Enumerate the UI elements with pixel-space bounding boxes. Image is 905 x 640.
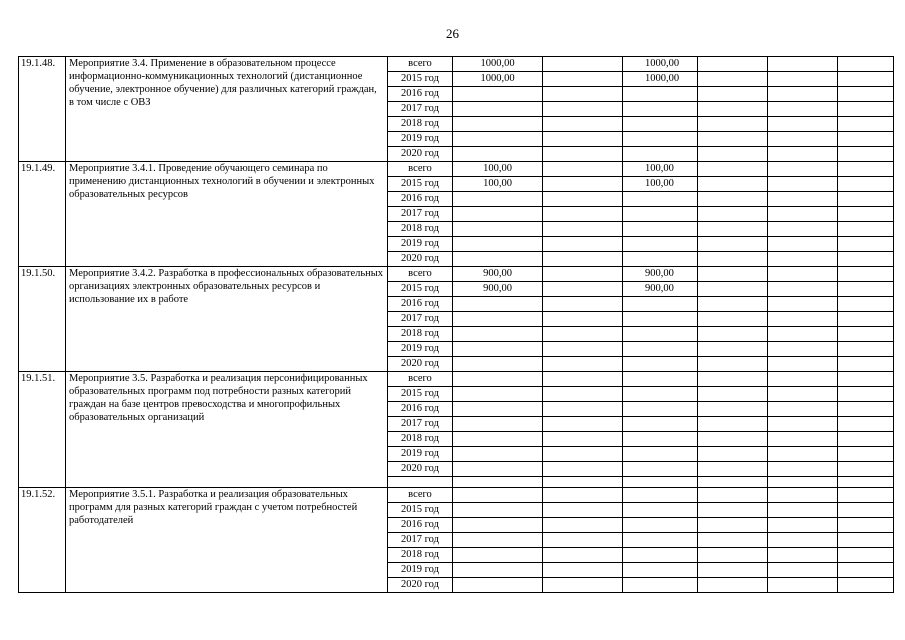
- year-cell: 2017 год: [388, 533, 453, 548]
- item-number: 19.1.51.: [19, 372, 66, 488]
- amount-cell: [543, 192, 623, 207]
- amount-cell: [543, 297, 623, 312]
- total-amount-cell: 900,00: [453, 282, 543, 297]
- total-amount-cell: [453, 417, 543, 432]
- year-cell: 2018 год: [388, 327, 453, 342]
- empty-cell: [768, 503, 838, 518]
- empty-cell: [768, 237, 838, 252]
- year-cell: 2017 год: [388, 207, 453, 222]
- empty-cell: [698, 267, 768, 282]
- empty-cell: [698, 222, 768, 237]
- year-cell: 2016 год: [388, 518, 453, 533]
- amount-cell: [543, 267, 623, 282]
- empty-cell: [698, 462, 768, 477]
- year-cell: 2015 год: [388, 282, 453, 297]
- item-description: Мероприятие 3.5. Разработка и реализация персонифицированных образовательных программ под потребности разных категорий граждан на базе центров превосходства и многопрофильных образовательных организаций: [66, 372, 388, 488]
- empty-cell: [838, 372, 894, 387]
- amount-cell: [543, 387, 623, 402]
- year-cell: 2018 год: [388, 117, 453, 132]
- empty-cell: [838, 518, 894, 533]
- empty-cell: [698, 297, 768, 312]
- total-amount-cell: 100,00: [453, 177, 543, 192]
- empty-cell: [768, 387, 838, 402]
- empty-cell: [838, 267, 894, 282]
- item-description: Мероприятие 3.5.1. Разработка и реализация образовательных программ для разных категорий граждан с учетом потребностей работодателей: [66, 488, 388, 593]
- empty-cell: [838, 533, 894, 548]
- empty-cell: [698, 477, 768, 488]
- total-amount-cell: [453, 548, 543, 563]
- budget-amount-cell: 100,00: [623, 162, 698, 177]
- year-cell: 2015 год: [388, 177, 453, 192]
- item-number: 19.1.50.: [19, 267, 66, 372]
- empty-cell: [838, 447, 894, 462]
- empty-cell: [768, 162, 838, 177]
- budget-amount-cell: 900,00: [623, 267, 698, 282]
- amount-cell: [543, 177, 623, 192]
- total-amount-cell: [453, 147, 543, 162]
- empty-cell: [838, 192, 894, 207]
- year-cell: 2020 год: [388, 357, 453, 372]
- empty-cell: [698, 342, 768, 357]
- total-amount-cell: [453, 488, 543, 503]
- empty-cell: [838, 87, 894, 102]
- amount-cell: [543, 417, 623, 432]
- budget-amount-cell: [623, 117, 698, 132]
- empty-cell: [768, 207, 838, 222]
- item-description: Мероприятие 3.4.1. Проведение обучающего семинара по применению дистанционных технологий в обучении и электронных образовательных ресурсов: [66, 162, 388, 267]
- empty-cell: [698, 57, 768, 72]
- item-number: 19.1.49.: [19, 162, 66, 267]
- year-cell: 2019 год: [388, 132, 453, 147]
- budget-amount-cell: [623, 462, 698, 477]
- year-cell: 2016 год: [388, 297, 453, 312]
- empty-cell: [768, 518, 838, 533]
- budget-amount-cell: [623, 237, 698, 252]
- year-cell: всего: [388, 267, 453, 282]
- year-cell: 2019 год: [388, 447, 453, 462]
- empty-cell: [698, 548, 768, 563]
- total-amount-cell: [453, 357, 543, 372]
- total-amount-cell: [453, 132, 543, 147]
- year-cell: 2020 год: [388, 147, 453, 162]
- amount-cell: [543, 372, 623, 387]
- table-row: [19, 57, 894, 72]
- amount-cell: [543, 327, 623, 342]
- empty-cell: [838, 462, 894, 477]
- total-amount-cell: [453, 207, 543, 222]
- empty-cell: [838, 312, 894, 327]
- empty-cell: [768, 477, 838, 488]
- empty-cell: [698, 578, 768, 593]
- empty-cell: [768, 102, 838, 117]
- total-amount-cell: [453, 563, 543, 578]
- amount-cell: [543, 342, 623, 357]
- empty-cell: [768, 147, 838, 162]
- empty-cell: [838, 578, 894, 593]
- budget-amount-cell: [623, 192, 698, 207]
- budget-amount-cell: 100,00: [623, 177, 698, 192]
- empty-cell: [698, 312, 768, 327]
- amount-cell: [543, 57, 623, 72]
- budget-amount-cell: [623, 417, 698, 432]
- funding-table: [18, 56, 894, 593]
- budget-amount-cell: [623, 357, 698, 372]
- page-number: 26: [446, 26, 459, 41]
- year-cell: всего: [388, 162, 453, 177]
- total-amount-cell: [453, 518, 543, 533]
- total-amount-cell: [453, 372, 543, 387]
- empty-cell: [768, 177, 838, 192]
- empty-cell: [768, 488, 838, 503]
- empty-cell: [768, 267, 838, 282]
- empty-cell: [768, 132, 838, 147]
- amount-cell: [543, 102, 623, 117]
- year-cell: 2016 год: [388, 192, 453, 207]
- budget-amount-cell: [623, 132, 698, 147]
- empty-cell: [838, 548, 894, 563]
- budget-amount-cell: [623, 147, 698, 162]
- item-number: 19.1.52.: [19, 488, 66, 593]
- empty-cell: [768, 342, 838, 357]
- empty-cell: [838, 207, 894, 222]
- empty-cell: [698, 387, 768, 402]
- year-cell: 2019 год: [388, 342, 453, 357]
- empty-cell: [838, 237, 894, 252]
- table-row: [19, 162, 894, 177]
- total-amount-cell: 100,00: [453, 162, 543, 177]
- total-amount-cell: [453, 312, 543, 327]
- table-row: [19, 372, 894, 387]
- total-amount-cell: [453, 252, 543, 267]
- amount-cell: [543, 447, 623, 462]
- empty-cell: [768, 72, 838, 87]
- amount-cell: [543, 533, 623, 548]
- amount-cell: [543, 357, 623, 372]
- total-amount-cell: [453, 578, 543, 593]
- year-cell: 2018 год: [388, 432, 453, 447]
- empty-cell: [698, 192, 768, 207]
- item-description: Мероприятие 3.4.2. Разработка в профессиональных образовательных организациях электронных образовательных ресурсов и использование их в работе: [66, 267, 388, 372]
- total-amount-cell: [453, 327, 543, 342]
- empty-cell: [768, 252, 838, 267]
- total-amount-cell: [453, 297, 543, 312]
- empty-cell: [838, 222, 894, 237]
- empty-cell: [838, 357, 894, 372]
- year-cell: 2015 год: [388, 387, 453, 402]
- empty-cell: [768, 57, 838, 72]
- empty-cell: [838, 57, 894, 72]
- total-amount-cell: 1000,00: [453, 72, 543, 87]
- empty-cell: [623, 477, 698, 488]
- budget-amount-cell: 1000,00: [623, 57, 698, 72]
- empty-cell: [698, 72, 768, 87]
- empty-cell: [768, 192, 838, 207]
- empty-cell: [768, 357, 838, 372]
- empty-cell: [453, 477, 543, 488]
- total-amount-cell: [453, 237, 543, 252]
- empty-cell: [698, 432, 768, 447]
- empty-cell: [768, 417, 838, 432]
- empty-cell: [698, 447, 768, 462]
- amount-cell: [543, 207, 623, 222]
- empty-cell: [838, 342, 894, 357]
- empty-cell: [838, 297, 894, 312]
- item-number: 19.1.48.: [19, 57, 66, 162]
- amount-cell: [543, 132, 623, 147]
- empty-cell: [698, 372, 768, 387]
- year-cell: 2017 год: [388, 312, 453, 327]
- year-cell: 2020 год: [388, 462, 453, 477]
- empty-cell: [698, 207, 768, 222]
- empty-cell: [768, 282, 838, 297]
- total-amount-cell: [453, 222, 543, 237]
- total-amount-cell: 900,00: [453, 267, 543, 282]
- budget-amount-cell: [623, 578, 698, 593]
- budget-amount-cell: [623, 503, 698, 518]
- year-cell: 2017 год: [388, 417, 453, 432]
- empty-cell: [838, 563, 894, 578]
- empty-cell: [543, 477, 623, 488]
- total-amount-cell: [453, 192, 543, 207]
- empty-cell: [698, 177, 768, 192]
- empty-cell: [838, 417, 894, 432]
- total-amount-cell: [453, 503, 543, 518]
- amount-cell: [543, 222, 623, 237]
- budget-amount-cell: [623, 488, 698, 503]
- empty-cell: [698, 102, 768, 117]
- empty-cell: [698, 132, 768, 147]
- empty-cell: [698, 488, 768, 503]
- table-row: [19, 267, 894, 282]
- budget-amount-cell: [623, 312, 698, 327]
- empty-cell: [838, 117, 894, 132]
- budget-amount-cell: [623, 387, 698, 402]
- empty-cell: [698, 503, 768, 518]
- total-amount-cell: [453, 402, 543, 417]
- empty-cell: [838, 72, 894, 87]
- budget-amount-cell: [623, 432, 698, 447]
- amount-cell: [543, 432, 623, 447]
- amount-cell: [543, 147, 623, 162]
- empty-cell: [698, 162, 768, 177]
- amount-cell: [543, 518, 623, 533]
- empty-cell: [838, 132, 894, 147]
- empty-cell: [698, 327, 768, 342]
- empty-cell: [768, 222, 838, 237]
- total-amount-cell: [453, 462, 543, 477]
- empty-cell: [698, 87, 768, 102]
- budget-amount-cell: 1000,00: [623, 72, 698, 87]
- total-amount-cell: [453, 102, 543, 117]
- budget-amount-cell: [623, 518, 698, 533]
- year-cell: 2017 год: [388, 102, 453, 117]
- empty-cell: [838, 387, 894, 402]
- empty-cell: [768, 297, 838, 312]
- budget-amount-cell: [623, 222, 698, 237]
- empty-cell: [698, 237, 768, 252]
- budget-amount-cell: [623, 207, 698, 222]
- empty-cell: [838, 252, 894, 267]
- empty-cell: [768, 432, 838, 447]
- amount-cell: [543, 578, 623, 593]
- budget-amount-cell: [623, 402, 698, 417]
- amount-cell: [543, 402, 623, 417]
- empty-cell: [838, 327, 894, 342]
- empty-cell: [838, 282, 894, 297]
- amount-cell: [543, 162, 623, 177]
- empty-cell: [698, 533, 768, 548]
- amount-cell: [543, 312, 623, 327]
- year-cell: 2018 год: [388, 548, 453, 563]
- budget-amount-cell: [623, 87, 698, 102]
- year-cell: всего: [388, 488, 453, 503]
- table-body: [19, 57, 894, 593]
- budget-amount-cell: [623, 548, 698, 563]
- empty-cell: [838, 488, 894, 503]
- empty-cell: [768, 447, 838, 462]
- table-row: [19, 488, 894, 503]
- amount-cell: [543, 462, 623, 477]
- amount-cell: [543, 282, 623, 297]
- budget-amount-cell: [623, 327, 698, 342]
- year-cell: 2020 год: [388, 578, 453, 593]
- year-cell: 2019 год: [388, 563, 453, 578]
- empty-cell: [698, 147, 768, 162]
- amount-cell: [543, 563, 623, 578]
- amount-cell: [543, 252, 623, 267]
- empty-cell: [698, 518, 768, 533]
- empty-cell: [838, 162, 894, 177]
- budget-amount-cell: [623, 563, 698, 578]
- amount-cell: [543, 117, 623, 132]
- year-cell: всего: [388, 372, 453, 387]
- budget-amount-cell: 900,00: [623, 282, 698, 297]
- budget-amount-cell: [623, 102, 698, 117]
- year-cell: 2016 год: [388, 402, 453, 417]
- empty-cell: [838, 503, 894, 518]
- empty-cell: [768, 578, 838, 593]
- year-cell: 2020 год: [388, 252, 453, 267]
- total-amount-cell: [453, 87, 543, 102]
- year-cell: 2015 год: [388, 503, 453, 518]
- budget-amount-cell: [623, 297, 698, 312]
- empty-cell: [768, 87, 838, 102]
- empty-cell: [768, 402, 838, 417]
- year-cell: 2016 год: [388, 87, 453, 102]
- budget-amount-cell: [623, 533, 698, 548]
- budget-amount-cell: [623, 372, 698, 387]
- budget-amount-cell: [623, 447, 698, 462]
- empty-cell: [838, 177, 894, 192]
- empty-cell: [768, 372, 838, 387]
- empty-cell: [838, 402, 894, 417]
- empty-cell: [768, 533, 838, 548]
- empty-cell: [698, 402, 768, 417]
- total-amount-cell: [453, 387, 543, 402]
- year-cell: 2018 год: [388, 222, 453, 237]
- empty-cell: [838, 147, 894, 162]
- empty-cell: [388, 477, 453, 488]
- empty-cell: [768, 462, 838, 477]
- total-amount-cell: [453, 342, 543, 357]
- empty-cell: [768, 548, 838, 563]
- year-cell: всего: [388, 57, 453, 72]
- year-cell: 2015 год: [388, 72, 453, 87]
- empty-cell: [768, 563, 838, 578]
- empty-cell: [838, 477, 894, 488]
- empty-cell: [698, 252, 768, 267]
- total-amount-cell: [453, 432, 543, 447]
- amount-cell: [543, 87, 623, 102]
- total-amount-cell: [453, 117, 543, 132]
- empty-cell: [768, 312, 838, 327]
- total-amount-cell: [453, 447, 543, 462]
- empty-cell: [838, 432, 894, 447]
- empty-cell: [698, 357, 768, 372]
- empty-cell: [698, 117, 768, 132]
- budget-amount-cell: [623, 252, 698, 267]
- empty-cell: [838, 102, 894, 117]
- empty-cell: [768, 327, 838, 342]
- amount-cell: [543, 72, 623, 87]
- item-description: Мероприятие 3.4. Применение в образовательном процессе информационно-коммуникационных технологий (дистанционное обучение, электронное обучение) для различных категорий граждан, в том числе с ОВЗ: [66, 57, 388, 162]
- empty-cell: [768, 117, 838, 132]
- amount-cell: [543, 548, 623, 563]
- empty-cell: [698, 282, 768, 297]
- amount-cell: [543, 488, 623, 503]
- amount-cell: [543, 503, 623, 518]
- total-amount-cell: [453, 533, 543, 548]
- empty-cell: [698, 563, 768, 578]
- amount-cell: [543, 237, 623, 252]
- budget-amount-cell: [623, 342, 698, 357]
- empty-cell: [698, 417, 768, 432]
- year-cell: 2019 год: [388, 237, 453, 252]
- total-amount-cell: 1000,00: [453, 57, 543, 72]
